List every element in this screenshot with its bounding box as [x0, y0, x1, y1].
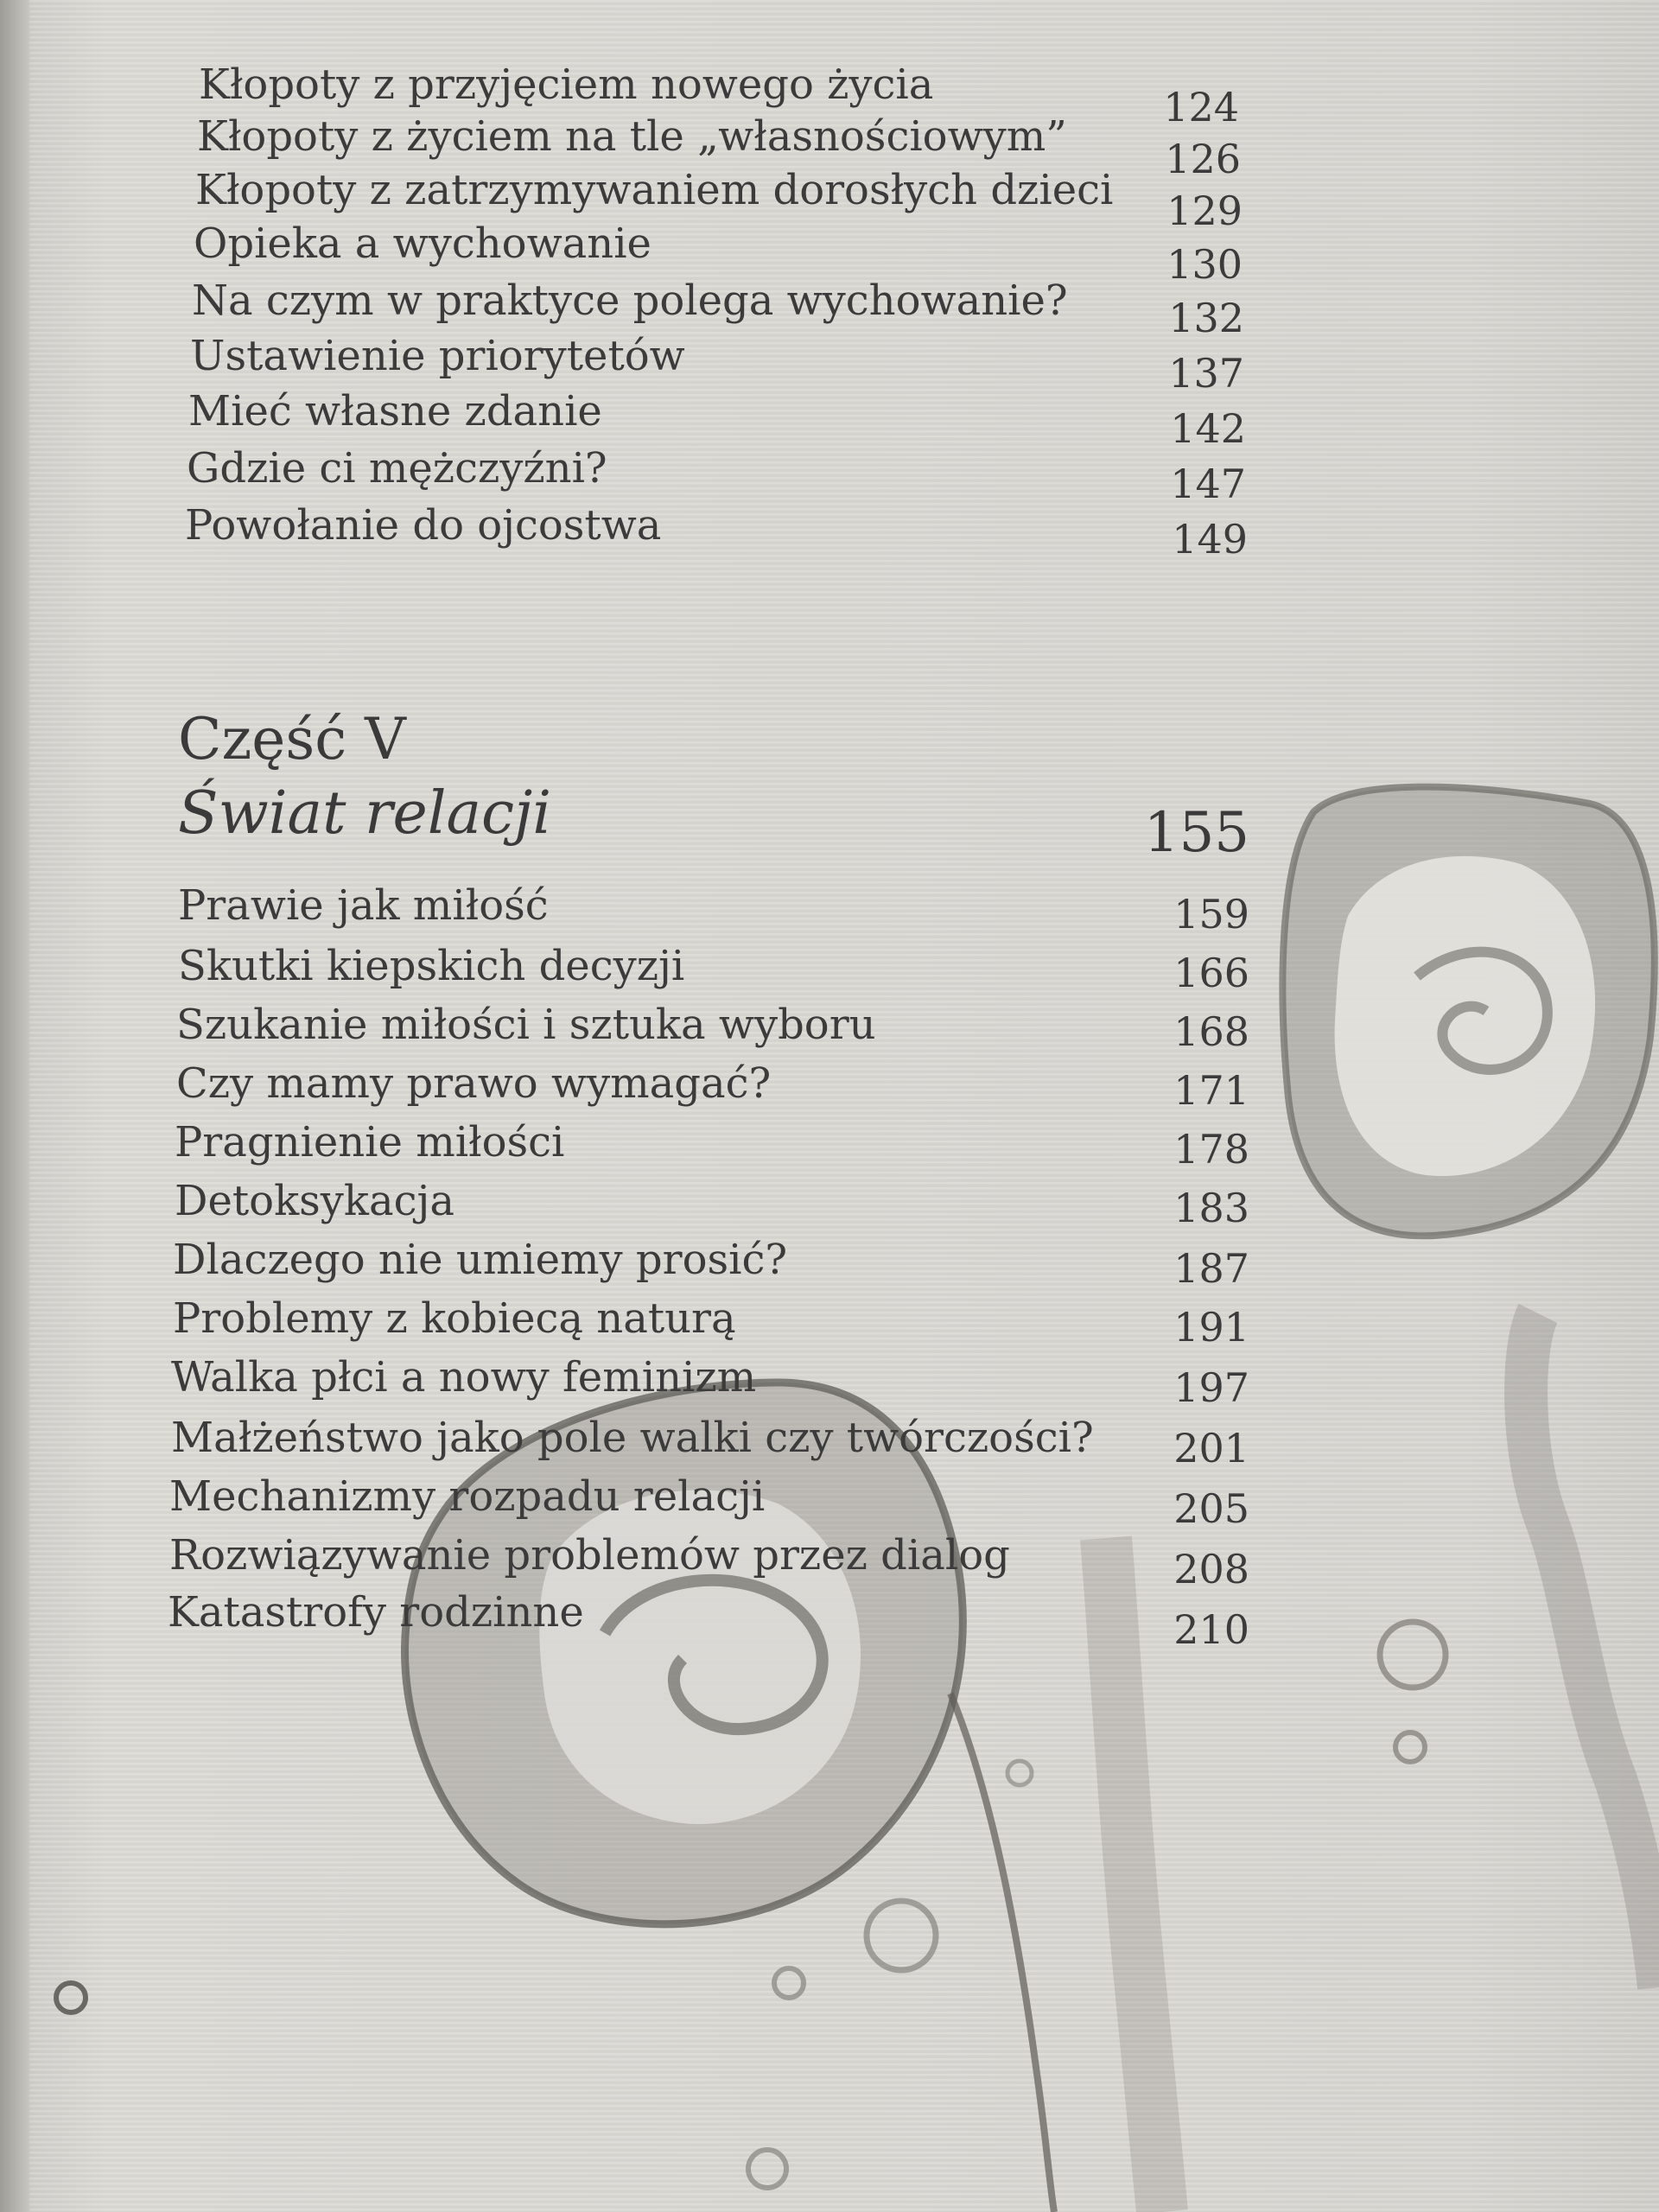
toc-entry-title: Gdzie ci mężczyźni?: [187, 444, 607, 493]
toc-entry-page: 126: [1165, 136, 1241, 182]
toc-entry-page: 149: [1172, 516, 1248, 563]
toc-entry-title: Kłopoty z zatrzymywaniem dorosłych dzieci: [195, 166, 1114, 214]
toc-entry-page: 205: [1173, 1485, 1249, 1532]
toc-entry-page: 201: [1173, 1425, 1249, 1471]
toc-entry-title: Szukanie miłości i sztuka wyboru: [176, 1001, 876, 1049]
toc-entry-title: Małżeństwo jako pole walki czy twórczości?: [171, 1414, 1094, 1462]
toc-entry-title: Powołanie do ojcostwa: [185, 501, 662, 550]
toc-entry-title: Mechanizmy rozpadu relacji: [169, 1472, 766, 1521]
toc-entry-page: 178: [1173, 1126, 1249, 1173]
toc-entry-title: Skutki kiepskich decyzji: [178, 942, 685, 990]
part-page: 155: [1143, 801, 1249, 865]
toc-entry-page: 137: [1168, 350, 1244, 397]
toc-entry-page: 159: [1173, 891, 1249, 938]
toc-entry-page: 171: [1173, 1067, 1249, 1114]
toc-entry-page: 183: [1173, 1185, 1249, 1231]
toc-entry-page: 166: [1173, 950, 1249, 996]
toc-entry-title: Dlaczego nie umiemy prosić?: [173, 1236, 788, 1284]
toc-entry-page: 130: [1166, 241, 1243, 288]
toc-entry-page: 147: [1170, 461, 1246, 507]
toc-entry-page: 191: [1173, 1304, 1249, 1351]
toc-entry-title: Detoksykacja: [175, 1177, 454, 1225]
toc-entry-title: Kłopoty z życiem na tle „własnościowym”: [197, 112, 1067, 161]
toc-entry-title: Kłopoty z przyjęciem nowego życia: [199, 60, 934, 109]
toc-entry-title: Pragnienie miłości: [175, 1118, 565, 1166]
toc-entry-title: Prawie jak miłość: [178, 881, 549, 930]
toc-entry-page: 197: [1173, 1364, 1249, 1411]
toc-entry-page: 168: [1173, 1008, 1249, 1055]
toc-entry-page: 208: [1173, 1546, 1249, 1592]
toc-entry-title: Katastrofy rodzinne: [168, 1588, 584, 1637]
toc-entry-page: 187: [1173, 1245, 1249, 1292]
toc-entry-title: Opieka a wychowanie: [194, 219, 652, 268]
toc-entry-title: Czy mamy prawo wymagać?: [176, 1059, 772, 1108]
toc-entry-title: Ustawienie priorytetów: [190, 332, 685, 380]
part-label: Część V: [178, 706, 406, 772]
part-title: Świat relacji: [178, 779, 551, 848]
toc-entry-title: Problemy z kobiecą naturą: [173, 1294, 736, 1343]
toc-entry-title: Rozwiązywanie problemów przez dialog: [169, 1531, 1010, 1580]
toc-entry-page: 210: [1173, 1606, 1249, 1653]
toc-entry-page: 124: [1163, 84, 1239, 130]
toc-entry-title: Mieć własne zdanie: [188, 387, 602, 435]
toc-entry-title: Na czym w praktyce polega wychowanie?: [192, 276, 1068, 325]
toc-entry-title: Walka płci a nowy feminizm: [171, 1353, 757, 1402]
toc-entry-page: 132: [1168, 295, 1244, 341]
toc-entry-page: 129: [1166, 188, 1243, 234]
toc-entry-page: 142: [1170, 405, 1246, 452]
